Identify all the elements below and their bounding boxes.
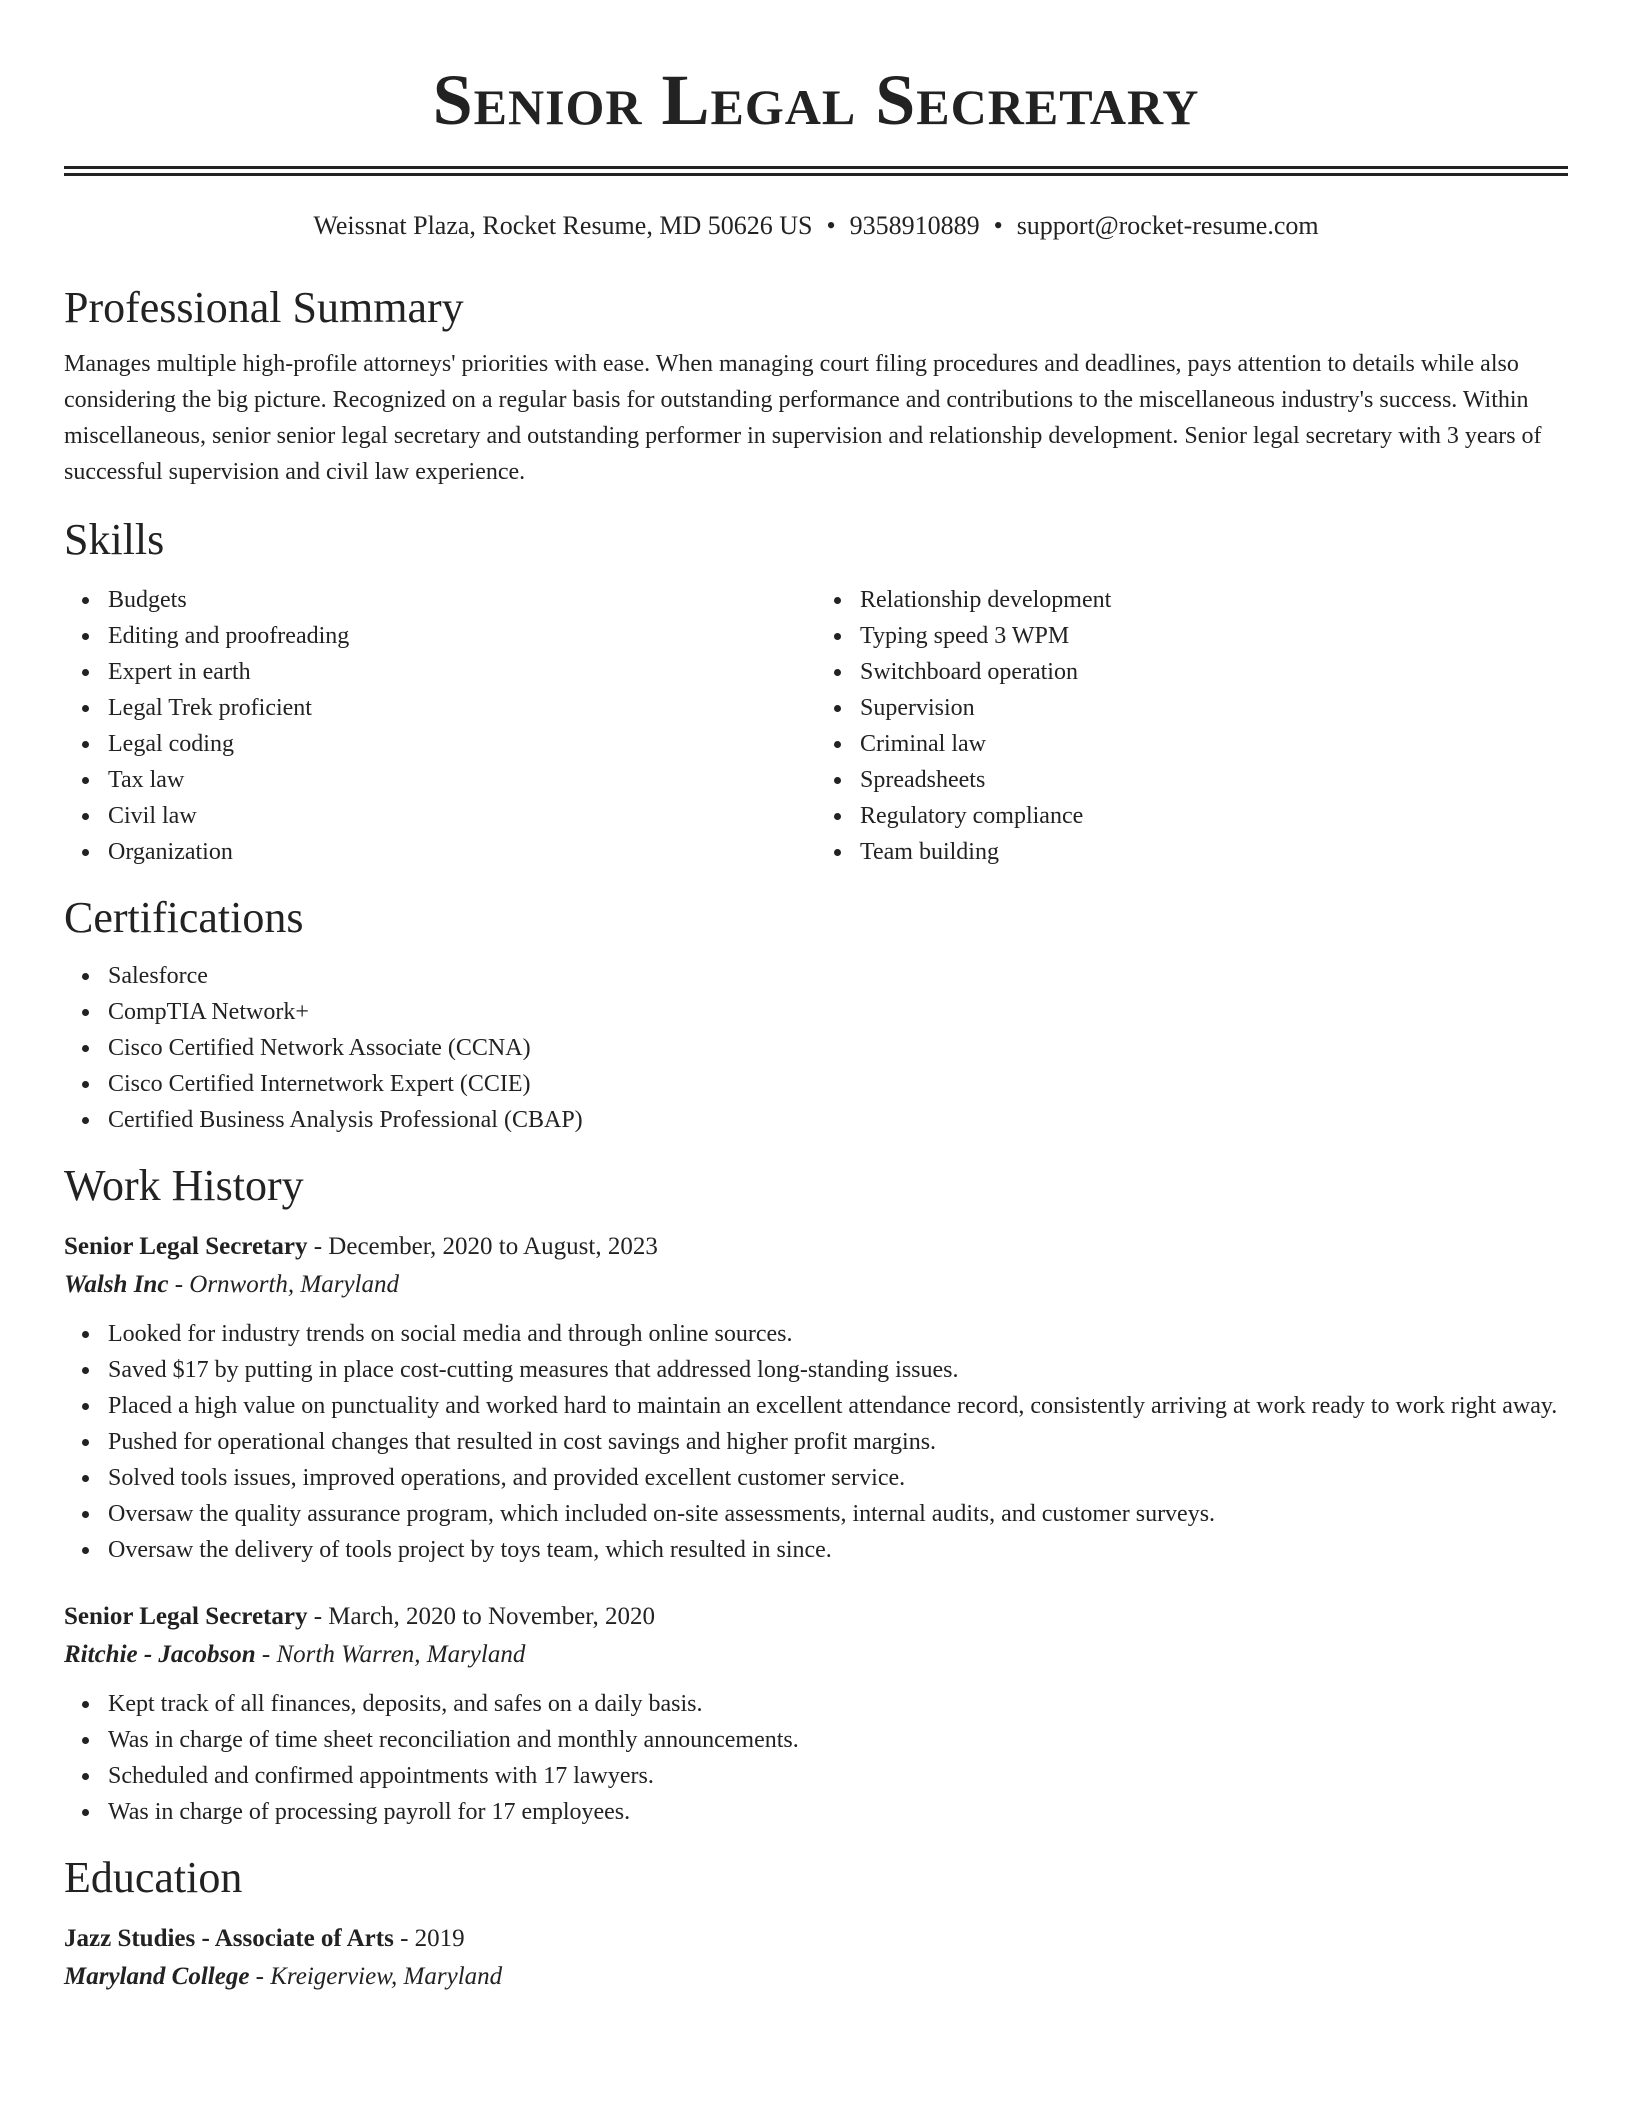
contact-address: Weissnat Plaza, Rocket Resume, MD 50626 US [313,211,813,240]
education-school-line [64,1958,1568,1996]
job-title-line [64,1228,1568,1266]
contact-separator: • [993,211,1003,240]
job-title-line [64,1598,1568,1636]
job-bullet: Was in charge of processing payroll for 17 employees. [108,1794,1568,1830]
education-year: - 2019 [393,1925,465,1952]
skill-item: Supervision [860,690,1568,726]
job-bullet: Oversaw the delivery of tools project by toys team, which resulted in since. [108,1532,1568,1568]
skill-item: Typing speed 3 WPM [860,618,1568,654]
skill-item: Criminal law [860,726,1568,762]
skill-item: Editing and proofreading [108,618,816,654]
skills-columns [64,582,1568,870]
skill-item: Budgets [108,582,816,618]
job-company: Walsh Inc [64,1271,169,1298]
job-dates: - December, 2020 to August, 2023 [307,1233,658,1260]
skill-item: Relationship development [860,582,1568,618]
certification-item: CompTIA Network+ [108,994,1568,1030]
work-history-heading: Work History [64,1161,304,1210]
job-location: - Ornworth, Maryland [168,1271,399,1298]
job-bullet-list [64,1316,1568,1568]
summary-heading: Professional Summary [64,283,464,332]
contact-phone: 9358910889 [849,211,980,240]
resume-name: Senior Legal Secretary [432,60,1200,140]
certifications-list [64,958,1568,1138]
job-bullet: Looked for industry trends on social media and through online sources. [108,1316,1568,1352]
skill-item: Expert in earth [108,654,816,690]
education-location: - Kreigerview, Maryland [249,1963,503,1990]
job-role: Senior Legal Secretary [64,1233,308,1260]
skill-item: Tax law [108,762,816,798]
skill-item: Legal Trek proficient [108,690,816,726]
skill-item: Legal coding [108,726,816,762]
contact-separator: • [826,211,836,240]
job-company-line [64,1636,1568,1674]
skills-list-left [64,582,816,870]
header-divider [64,166,1568,176]
job-bullet: Oversaw the quality assurance program, which included on-site assessments, internal audits, and customer surveys. [108,1496,1568,1532]
job-role: Senior Legal Secretary [64,1603,308,1630]
skill-item: Team building [860,834,1568,870]
job-location: - North Warren, Maryland [255,1641,526,1668]
skill-item: Spreadsheets [860,762,1568,798]
job-company: Ritchie - Jacobson [64,1641,256,1668]
summary-text: Manages multiple high-profile attorneys' priorities with ease. When managing court filing procedures and deadlines, pays attention to details while also considering the big picture. Recognized on a regular basis for outstanding performance and contributions to the miscellaneous industry's success. Within miscellaneous, senior senior legal secretary and outstanding performer in supervision and relationship development. Senior legal secretary with 3 years of successful supervision and civil law experience. [64,351,1542,485]
education-heading: Education [64,1853,243,1902]
certification-item: Certified Business Analysis Professional (CBAP) [108,1102,1568,1138]
contact-email[interactable]: support@rocket-resume.com [1016,211,1319,240]
skill-item: Switchboard operation [860,654,1568,690]
job-entry [64,1598,1568,1830]
job-bullet: Placed a high value on punctuality and worked hard to maintain an excellent attendance record, consistently arriving at work ready to work right away. [108,1388,1568,1424]
skill-item: Organization [108,834,816,870]
skill-item: Civil law [108,798,816,834]
education-degree: Jazz Studies - Associate of Arts [64,1925,394,1952]
skill-item: Regulatory compliance [860,798,1568,834]
job-bullet: Kept track of all finances, deposits, and safes on a daily basis. [108,1686,1568,1722]
job-bullet: Solved tools issues, improved operations, and provided excellent customer service. [108,1460,1568,1496]
skills-list-right [816,582,1568,870]
job-company-line [64,1266,1568,1304]
job-bullet: Was in charge of time sheet reconciliation and monthly announcements. [108,1722,1568,1758]
job-bullet-list [64,1686,1568,1830]
job-entry [64,1228,1568,1568]
job-bullet: Saved $17 by putting in place cost-cutting measures that addressed long-standing issues. [108,1352,1568,1388]
job-bullet: Scheduled and confirmed appointments with 17 lawyers. [108,1758,1568,1794]
certification-item: Salesforce [108,958,1568,994]
certification-item: Cisco Certified Network Associate (CCNA) [108,1030,1568,1066]
job-dates: - March, 2020 to November, 2020 [307,1603,656,1630]
skills-heading: Skills [64,515,165,564]
job-bullet: Pushed for operational changes that resulted in cost savings and higher profit margins. [108,1424,1568,1460]
certifications-heading: Certifications [64,893,304,942]
education-degree-line [64,1920,1568,1958]
education-school: Maryland College [64,1963,250,1990]
contact-line [64,210,1568,242]
certification-item: Cisco Certified Internetwork Expert (CCIE) [108,1066,1568,1102]
